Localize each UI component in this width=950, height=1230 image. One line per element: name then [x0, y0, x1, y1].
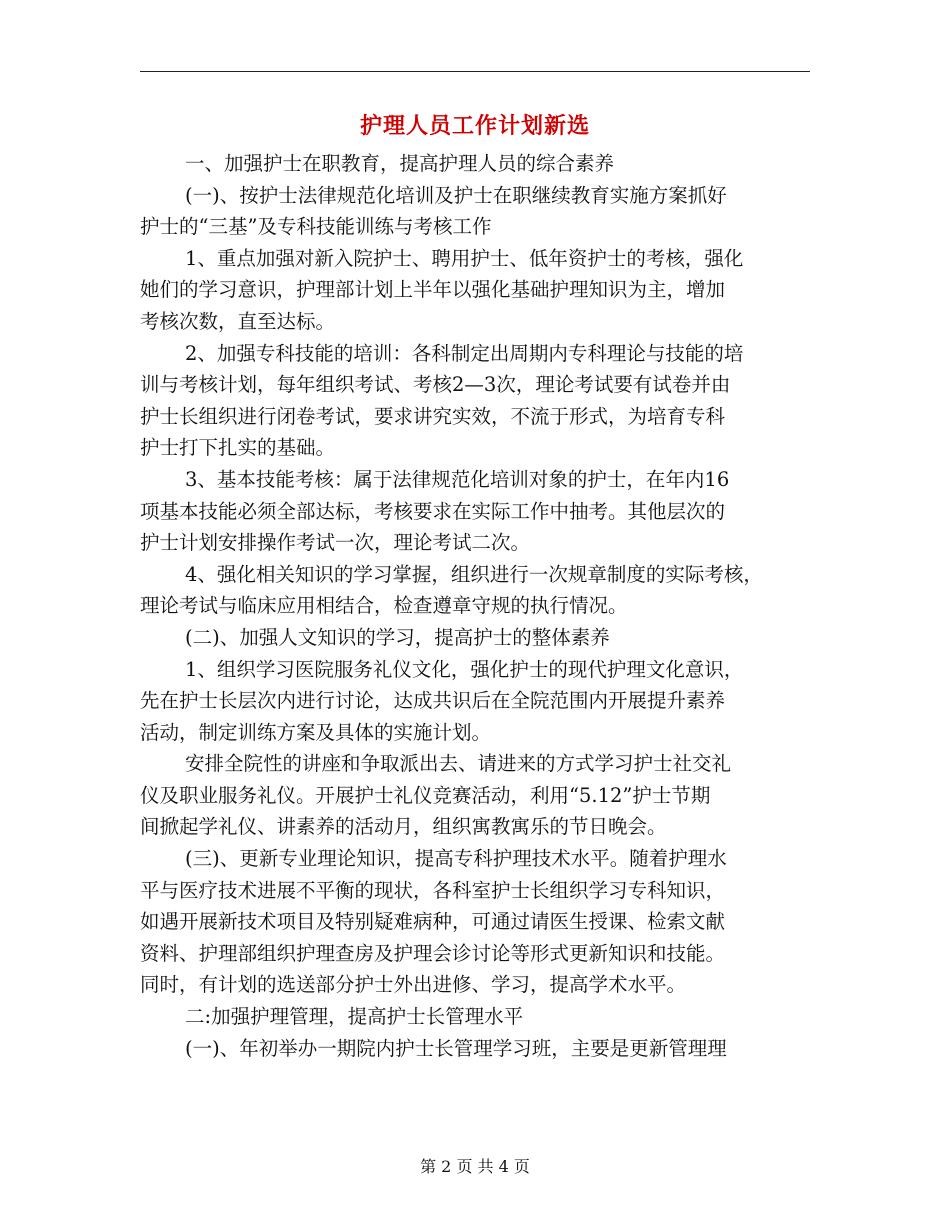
paragraph-line: (一)、年初举办一期院内护士长管理学习班，主要是更新管理理: [185, 1036, 727, 1060]
paragraph-line: 考核次数，直至达标。: [140, 309, 336, 333]
section-heading: 二:加强护理管理，提高护士长管理水平: [185, 1005, 524, 1029]
subsection-heading: (二)、加强人文知识的学习，提高护士的整体素养: [185, 625, 610, 649]
document-title: 护理人员工作计划新选: [359, 114, 590, 139]
paragraph-line: 如遇开展新技术项目及特别疑难病种，可通过请医生授课、检索文献: [140, 910, 726, 934]
paragraph-line: 1、组织学习医院服务礼仪文化，强化护士的现代护理文化意识，: [185, 657, 744, 681]
paragraph-line: 安排全院性的讲座和争取派出去、请进来的方式学习护士社交礼: [185, 752, 732, 776]
paragraph-line: 护士计划安排操作考试一次，理论考试二次。: [140, 531, 531, 555]
paragraph-line: 平与医疗技术进展不平衡的现状，各科室护士长组织学习专科知识，: [140, 878, 726, 902]
paragraph-line: 她们的学习意识，护理部计划上半年以强化基础护理知识为主，增加: [140, 278, 726, 302]
paragraph-line: 项基本技能必须全部达标，考核要求在实际工作中抽考。其他层次的: [140, 499, 726, 523]
paragraph-line: (一)、按护士法律规范化培训及护士在职继续教育实施方案抓好: [185, 183, 727, 207]
paragraph-line: 资料、护理部组织护理查房及护理会诊讨论等形式更新知识和技能。: [140, 941, 726, 965]
paragraph-line: 1、重点加强对新入院护士、聘用护士、低年资护士的考核，强化: [185, 246, 744, 270]
paragraph-line: 训与考核计划，每年组织考试、考核2—3次，理论考试要有试卷并由: [140, 373, 731, 397]
section-heading: 一、加强护士在职教育，提高护理人员的综合素养: [185, 152, 615, 175]
paragraph-line: 活动，制定训练方案及具体的实施计划。: [140, 720, 492, 744]
paragraph-line: 先在护士长层次内进行讨论，达成共识后在全院范围内开展提升素养: [140, 689, 726, 713]
paragraph-line: 仪及职业服务礼仪。开展护士礼仪竞赛活动，利用“5.12”护士节期: [140, 783, 711, 807]
paragraph-line: 3、基本技能考核：属于法律规范化培训对象的护士，在年内16: [185, 467, 730, 491]
paragraph-line: 护士打下扎实的基础。: [140, 436, 336, 460]
paragraph-line: 护士的“三基”及专科技能训练与考核工作: [140, 215, 492, 239]
paragraph-line: 同时，有计划的选送部分护士外出进修、学习，提高学术水平。: [140, 973, 687, 997]
paragraph-line: 2、加强专科技能的培训：各科制定出周期内专科理论与技能的培: [185, 341, 744, 365]
paragraph-line: 间掀起学礼仪、讲素养的活动月，组织寓教寓乐的节日晚会。: [140, 815, 667, 839]
paragraph-line: 理论考试与临床应用相结合，检查遵章守规的执行情况。: [140, 594, 628, 618]
page-footer: 第 2 页 共 4 页: [420, 1157, 530, 1176]
document-body: [140, 148, 820, 1064]
paragraph-line: (三)、更新专业理论知识，提高专科护理技术水平。随着护理水: [185, 847, 727, 871]
paragraph-line: 4、强化相关知识的学习掌握，组织进行一次规章制度的实际考核，: [185, 562, 763, 586]
paragraph-line: 护士长组织进行闭卷考试，要求讲究实效，不流于形式，为培育专科: [140, 404, 726, 428]
header-rule: [140, 71, 810, 72]
